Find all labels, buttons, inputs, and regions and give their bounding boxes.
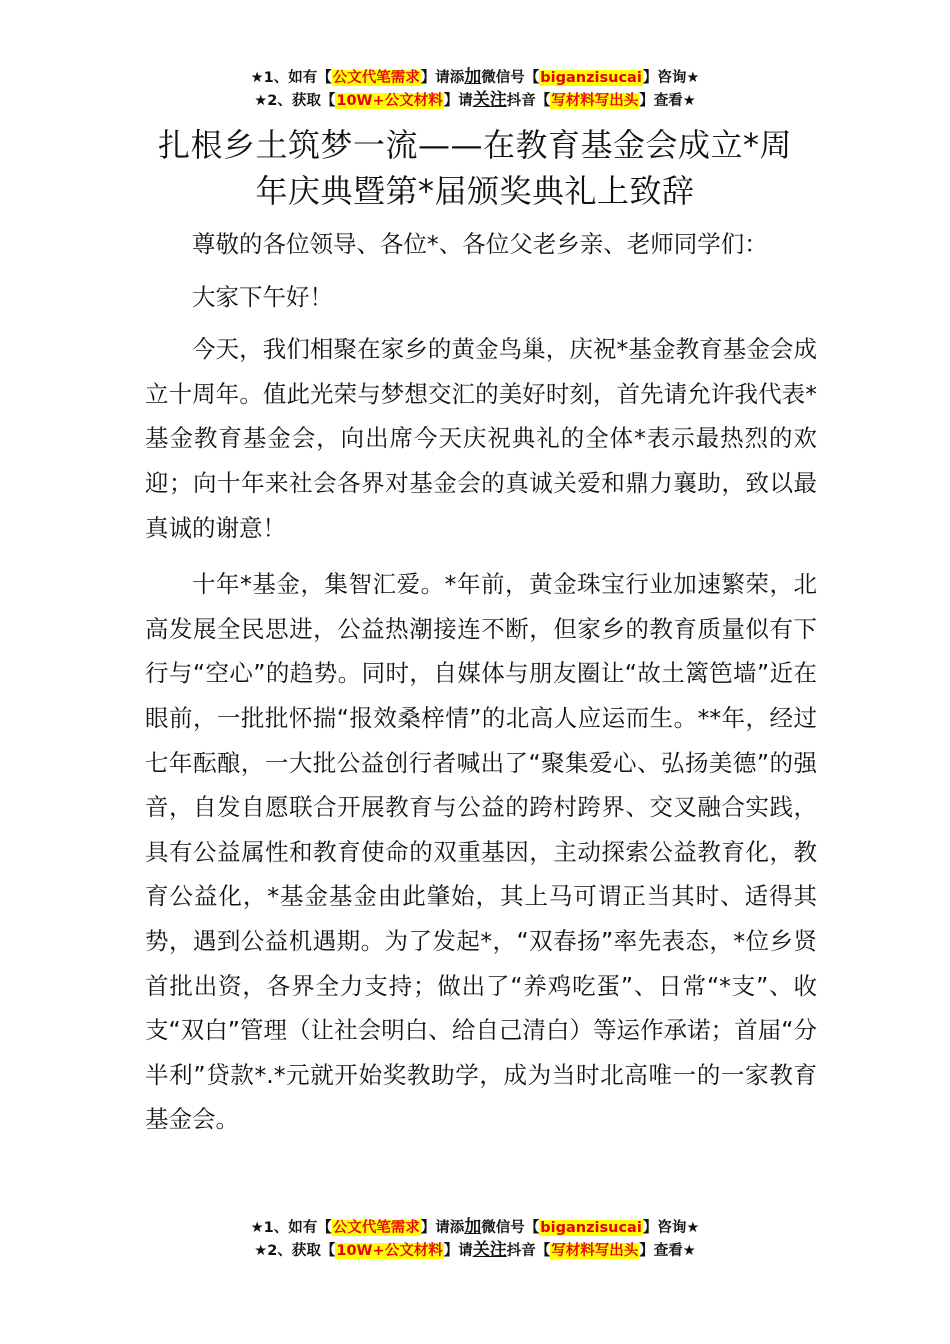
- highlight-douyin: 写材料写出头: [551, 1243, 639, 1259]
- banner-text: ★2、获取【: [254, 93, 336, 109]
- footer-banner: [0, 1216, 950, 1262]
- banner-text: 】请: [443, 93, 473, 109]
- banner-text: 微信号【: [481, 1220, 540, 1236]
- banner-line-2: [0, 89, 950, 112]
- underlined-text: 关注: [472, 90, 507, 110]
- highlight-wechat-id: biganzisucai: [540, 70, 642, 86]
- paragraph-1: 今天，我们相聚在家乡的黄金鸟巢，庆祝*基金教育基金会成立十周年。值此光荣与梦想交汇的美好时刻，首先请允许我代表*基金教育基金会，向出席今天庆祝典礼的全体*表示最热烈的欢迎；向十年来社会各界对基金会的真诚关爱和鼎力襄助，致以最真诚的谢意！: [145, 335, 817, 542]
- highlight-materials: 10W+公文材料: [336, 93, 443, 109]
- banner-text: 微信号【: [481, 70, 540, 86]
- greeting: 大家下午好！: [192, 282, 333, 311]
- title-line-2: 年庆典暨第*届颁奖典礼上致辞: [255, 172, 695, 210]
- banner-line-1: [0, 1216, 950, 1239]
- header-banner: [0, 66, 950, 112]
- banner-line-1: [0, 66, 950, 89]
- underlined-text: 关注: [472, 1240, 507, 1260]
- title-line-1: 扎根乡土筑梦一流——在教育基金会成立*周: [157, 126, 792, 164]
- banner-text: 】请: [443, 1243, 473, 1259]
- document-title: [130, 122, 820, 214]
- document-body: [145, 222, 817, 1142]
- highlight-douyin: 写材料写出头: [551, 93, 639, 109]
- banner-text: ★2、获取【: [254, 1243, 336, 1259]
- banner-line-2: [0, 1239, 950, 1262]
- banner-text: 】查看★: [639, 1243, 696, 1259]
- banner-text: 抖音【: [506, 93, 551, 109]
- banner-text: 】咨询★: [642, 70, 700, 86]
- underlined-text: 加: [464, 67, 482, 87]
- highlight-service: 公文代笔需求: [332, 70, 420, 86]
- banner-text: ★1、如有【: [250, 70, 332, 86]
- banner-text: 】请添: [420, 1220, 465, 1236]
- underlined-text: 加: [464, 1217, 482, 1237]
- paragraph-2: 十年*基金，集智汇爱。*年前，黄金珠宝行业加速繁荣，北高发展全民思进，公益热潮接连不断，但家乡的教育质量似有下行与“空心”的趋势。同时，自媒体与朋友圈让“故土篱笆墙”近在眼前，一批批怀揣“报效桑梓情”的北高人应运而生。**年，经过七年酝酿，一大批公益创行者喊出了“聚集爱心、弘扬美德”的强音，自发自愿联合开展教育与公益的跨村跨界、交叉融合实践，具有公益属性和教育使命的双重基因，主动探索公益教育化，教育公益化，*基金基金由此肇始，其上马可谓正当其时、适得其势，遇到公益机遇期。为了发起*，“双春扬”率先表态，*位乡贤首批出资，各界全力支持；做出了“养鸡吃蛋”、日常“*支”、收支“双白”管理（让社会明白、给自己清白）等运作承诺；首届“分半利”贷款*.*元就开始奖教助学，成为当时北高唯一的一家教育基金会。: [145, 570, 817, 1134]
- banner-text: 抖音【: [506, 1243, 551, 1259]
- banner-text: 】咨询★: [642, 1220, 700, 1236]
- highlight-wechat-id: biganzisucai: [540, 1220, 642, 1236]
- highlight-service: 公文代笔需求: [332, 1220, 420, 1236]
- highlight-materials: 10W+公文材料: [336, 1243, 443, 1259]
- banner-text: ★1、如有【: [250, 1220, 332, 1236]
- banner-text: 】请添: [420, 70, 465, 86]
- banner-text: 】查看★: [639, 93, 696, 109]
- salutation: 尊敬的各位领导、各位*、各位父老乡亲、老师同学们：: [192, 230, 768, 258]
